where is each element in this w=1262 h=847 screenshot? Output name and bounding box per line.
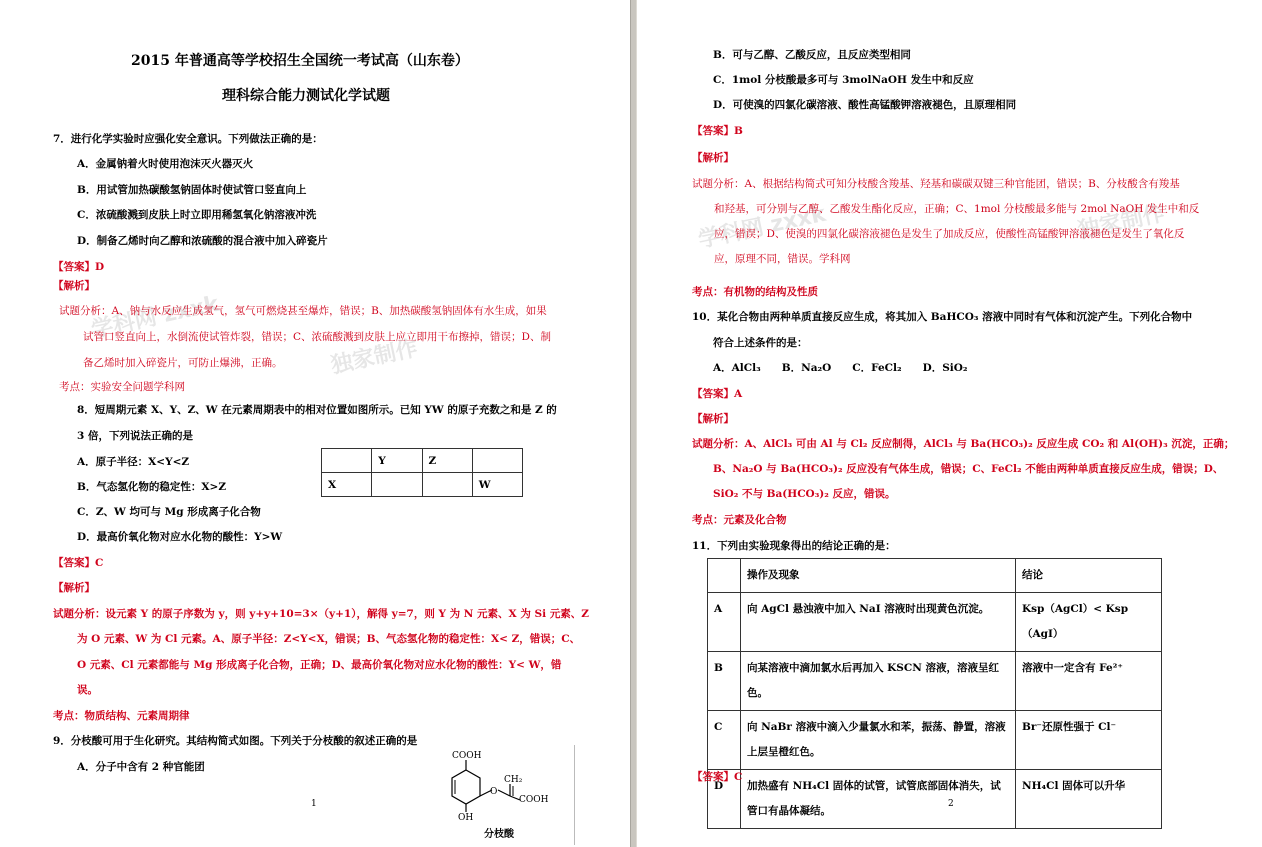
analysis-text: 误。 [77, 684, 98, 696]
knowledge-point: 考点：物质结构、元素周期律 [53, 710, 190, 722]
page-number: 2 [948, 799, 954, 809]
document-page-2 [637, 0, 1262, 847]
question-9-stem: 9．分枝酸可用于生化研究。其结构简式如图。下列关于分枝酸的叙述正确的是 [53, 735, 418, 747]
analysis-label: 【解析】 [692, 413, 734, 425]
knowledge-point: 考点：实验安全问题学科网 [59, 381, 185, 393]
analysis-text: 试题分析：设元素 Y 的原子序数为 y，则 y+y+10=3×（y+1），解得 y=7，则 Y 为 N 元素、X 为 Si 元素、Z [53, 608, 589, 620]
answer-label: 【答案】A [692, 388, 743, 400]
structure-label: OH [458, 813, 474, 823]
analysis-text: 试管口竖直向上，水倒流使试管炸裂，错误；C、浓硫酸溅到皮肤上应立即用干布擦掉，错误；D、制 [83, 331, 551, 343]
table-cell: Br⁻还原性强于 Cl⁻ [1016, 711, 1162, 770]
answer-label: 【答案】C [692, 771, 743, 783]
table-cell: 向 NaBr 溶液中滴入少量氯水和苯，振荡、静置，溶液上层呈橙红色。 [741, 711, 1016, 770]
table-header-row [708, 559, 1162, 593]
option-text: B．气态氢化物的稳定性：X>Z [77, 481, 226, 493]
table-cell [472, 449, 522, 473]
question-8-stem: 3 倍，下列说法正确的是 [77, 430, 193, 442]
table-cell: Y [372, 449, 422, 473]
table-row [708, 711, 1162, 770]
analysis-text: 为 O 元素、W 为 Cl 元素。A、原子半径：Z<Y<X，错误；B、气态氢化物的稳定性：X< Z，错误；C、 [77, 633, 581, 645]
analysis-text: 和羟基，可分别与乙醇、乙酸发生酯化反应，正确；C、1mol 分枝酸最多能与 2mol NaOH 发生中和反 [714, 203, 1200, 215]
analysis-text: 应，原理不同，错误。学科网 [714, 253, 851, 265]
watermark: 独家制作 [328, 336, 421, 379]
analysis-text: 备乙烯时加入碎瓷片，可防止爆沸，正确。 [83, 357, 283, 369]
option-text: A．金属钠着火时使用泡沫灭火器灭火 [77, 158, 254, 170]
structure-label: O [490, 787, 498, 797]
chorismic-acid-structure [436, 748, 566, 844]
option-text: A．原子半径：X<Y<Z [77, 456, 190, 468]
analysis-label: 【解析】 [53, 280, 95, 292]
question-11-stem: 11．下列由实验现象得出的结论正确的是： [692, 540, 896, 552]
analysis-text: B、Na₂O 与 Ba(HCO₃)₂ 反应没有气体生成，错误；C、FeCl₂ 不能由两种单质直接反应生成，错误；D、 [713, 463, 1224, 475]
answer-label: 【答案】C [53, 557, 104, 569]
answer-label: 【答案】D [53, 261, 105, 273]
periodic-table-fragment [321, 448, 523, 497]
structure-label: COOH [452, 751, 482, 761]
watermark: 独家制作 [1075, 201, 1168, 244]
table-header-cell [708, 559, 741, 593]
watermark: 学科网 zxxk [89, 291, 222, 344]
structure-name: 分枝酸 [484, 829, 514, 840]
analysis-text: O 元素、Cl 元素都能与 Mg 形成离子化合物，正确；D、最高价氧化物对应水化物的酸性：Y< W，错 [77, 659, 562, 671]
page-subtitle: 理科综合能力测试化学试题 [222, 88, 390, 104]
structure-label: COOH [519, 795, 549, 805]
question-10-stem: 符合上述条件的是： [713, 337, 808, 349]
table-cell: B [708, 652, 741, 711]
analysis-label: 【解析】 [53, 582, 95, 594]
analysis-text: 试题分析：A、根据结构简式可知分枝酸含羧基、羟基和碳碳双键三种官能团，错误；B、分枝酸含有羧基 [692, 178, 1180, 190]
question-10-stem: 10．某化合物由两种单质直接反应生成，将其加入 BaHCO₃ 溶液中同时有气体和沉淀产生。下列化合物中 [692, 311, 1193, 323]
page-number: 1 [311, 799, 317, 809]
table-cell: Ksp（AgCl）< Ksp（AgI） [1016, 593, 1162, 652]
table-cell [372, 473, 422, 497]
table-row [708, 593, 1162, 652]
divider-line [574, 745, 575, 845]
page-separator [630, 0, 637, 847]
option-text: C．浓硫酸溅到皮肤上时立即用稀氢氧化钠溶液冲洗 [77, 209, 317, 221]
table-cell [422, 473, 472, 497]
analysis-text: 试题分析：A、AlCl₃ 可由 Al 与 Cl₂ 反应制得，AlCl₃ 与 Ba(HCO₃)₂ 反应生成 CO₂ 和 Al(OH)₃ 沉淀，正确； [692, 438, 1235, 450]
table-cell: Z [422, 449, 472, 473]
structure-label: CH₂ [504, 775, 523, 785]
table-cell: 向 AgCl 悬浊液中加入 NaI 溶液时出现黄色沉淀。 [741, 593, 1016, 652]
option-text: B．用试管加热碳酸氢钠固体时使试管口竖直向上 [77, 184, 307, 196]
knowledge-point: 考点：元素及化合物 [692, 514, 787, 526]
document-page-1 [0, 0, 630, 847]
question-7-stem: 7．进行化学实验时应强化安全意识。下列做法正确的是： [53, 133, 323, 145]
option-text: C．1mol 分枝酸最多可与 3molNaOH 发生中和反应 [713, 74, 974, 86]
table-header-cell: 操作及现象 [741, 559, 1016, 593]
knowledge-point: 考点：有机物的结构及性质 [692, 286, 818, 298]
table-cell: D [708, 770, 741, 829]
table-cell [322, 449, 372, 473]
answer-label: 【答案】B [692, 125, 743, 137]
table-cell: 溶液中一定含有 Fe²⁺ [1016, 652, 1162, 711]
option-text: A．AlCl₃ B．Na₂O C．FeCl₂ D．SiO₂ [713, 362, 968, 374]
option-text: C．Z、W 均可与 Mg 形成离子化合物 [77, 506, 261, 518]
option-text: A．分子中含有 2 种官能团 [77, 761, 205, 773]
option-text: D．可使溴的四氯化碳溶液、酸性高锰酸钾溶液褪色，且原理相同 [713, 99, 1017, 111]
analysis-text: 试题分析：A、钠与水反应生成氢气，氢气可燃烧甚至爆炸，错误；B、加热碳酸氢钠固体有水生成，如果 [59, 305, 547, 317]
table-cell: NH₄Cl 固体可以升华 [1016, 770, 1162, 829]
table-cell: C [708, 711, 741, 770]
option-text: B．可与乙醇、乙酸反应，且反应类型相同 [713, 49, 911, 61]
table-cell: A [708, 593, 741, 652]
experiment-table [707, 558, 1162, 829]
table-cell: X [322, 473, 372, 497]
analysis-text: 应，错误；D、使溴的四氯化碳溶液褪色是发生了加成反应，使酸性高锰酸钾溶液褪色是发生了氧化反 [714, 228, 1185, 240]
question-8-stem: 8．短周期元素 X、Y、Z、W 在元素周期表中的相对位置如图所示。已知 YW 的原子充数之和是 Z 的 [77, 404, 557, 416]
table-cell: 向某溶液中滴加氯水后再加入 KSCN 溶液，溶液呈红色。 [741, 652, 1016, 711]
table-cell: 加热盛有 NH₄Cl 固体的试管，试管底部固体消失，试管口有晶体凝结。 [741, 770, 1016, 829]
analysis-text: SiO₂ 不与 Ba(HCO₃)₂ 反应，错误。 [713, 488, 896, 500]
table-row [708, 652, 1162, 711]
option-text: D．制备乙烯时向乙醇和浓硫酸的混合液中加入碎瓷片 [77, 235, 328, 247]
table-row [708, 770, 1162, 829]
watermark: 学科网 zxxk [696, 201, 829, 254]
option-text: D．最高价氧化物对应水化物的酸性：Y>W [77, 531, 283, 543]
page-title: 2015 年普通高等学校招生全国统一考试高（山东卷） [131, 53, 469, 69]
analysis-label: 【解析】 [692, 152, 734, 164]
table-cell: W [472, 473, 522, 497]
table-header-cell: 结论 [1016, 559, 1162, 593]
